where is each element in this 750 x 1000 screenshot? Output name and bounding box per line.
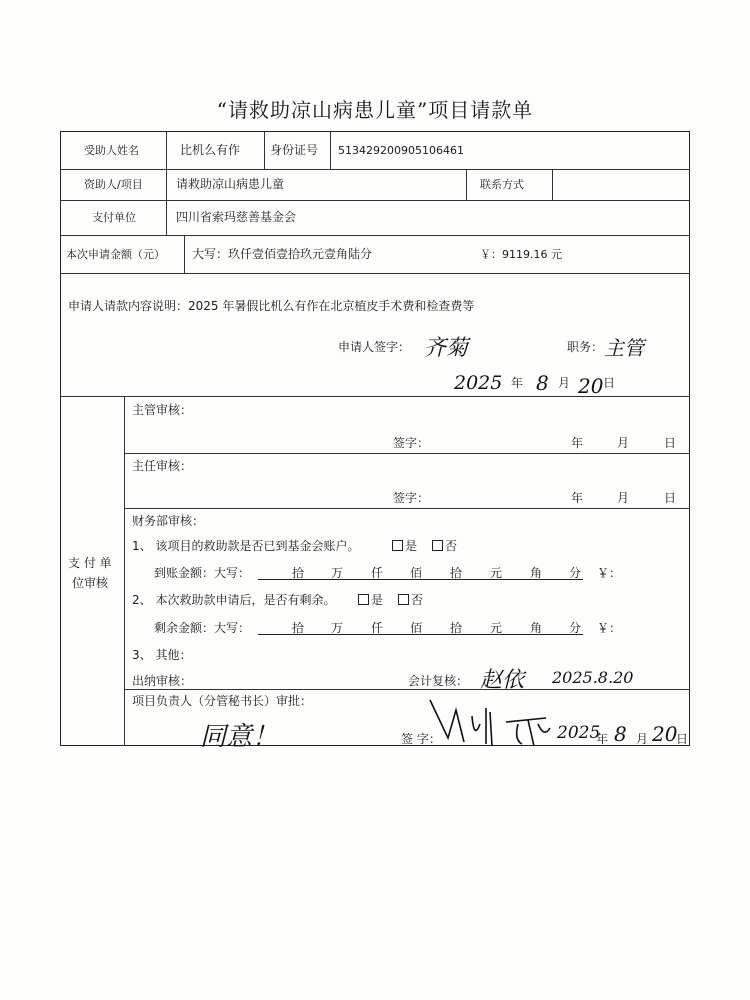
supervisor-review-label: 主管审核： [132,403,193,417]
q2-yes-checkbox[interactable] [358,593,383,607]
finance-review-label: 财务部审核： [132,514,205,528]
amount-label: 本次申请金额（元） [66,248,165,261]
arrived-unit: 万 [331,566,344,580]
col-divider [552,169,553,200]
remain-unit: 万 [331,621,344,635]
project-lead-sign-label: 签 字： [401,732,441,746]
position-value: 主管 [604,336,644,360]
director-review-label: 主任审核： [132,459,193,473]
remain-unit: 拾 [450,621,463,635]
remain-unit: 拾 [292,621,305,635]
remain-unit: 仟 [371,621,384,635]
q2-no-checkbox[interactable] [398,593,423,607]
project-lead-label: 项目负责人（分管秘书长）审批： [132,694,313,708]
project-lead-date-month: 8 [614,722,627,746]
director-year: 年 [571,491,584,505]
supervisor-sign-label: 签字： [393,436,430,450]
payer-name: 四川省索玛慈善基金会 [176,210,297,224]
q1-yes-label: 是 [405,539,418,553]
finance-q3: 3、 其他： [132,648,192,662]
finance-q1: 1、 该项目的救助款是否已到基金会账户。 [132,539,360,553]
request-date-month: 8 [536,371,549,395]
year-char: 年 [596,732,609,746]
arrived-yen: ￥： [597,566,622,580]
project-lead-approval: 同意！ [200,722,279,752]
page-title: “请救助凉山病患儿童”项目请款单 [216,98,534,122]
payer-label: 支付单位 [92,211,136,224]
cashier-review-label: 出纳审核： [132,674,193,688]
col-divider [184,235,185,273]
supervisor-day: 日 [664,436,677,450]
payer-review-label-line1: 支 付 单 [68,556,112,570]
month-char: 月 [636,732,649,746]
q2-no-label: 否 [411,593,424,607]
request-date-year: 2025 [454,372,503,394]
row-divider [124,508,690,509]
row-divider [60,273,690,274]
project-label: 资助人/项目 [84,178,143,191]
col-divider [264,131,265,169]
remain-unit: 角 [530,621,543,635]
q1-no-checkbox[interactable] [432,539,457,553]
day-char: 日 [676,732,689,746]
row-divider [124,689,690,690]
col-divider [466,169,467,200]
col-divider [124,396,125,746]
col-divider [330,131,331,169]
request-description: 申请人请款内容说明：2025 年暑假比机么有作在北京植皮手术费和检查费等 [68,299,475,313]
arrived-unit: 分 [569,566,582,580]
col-divider [166,131,167,169]
row-divider [60,169,690,170]
project-lead-date-day: 20 [652,722,678,746]
project-name: 请救助凉山病患儿童 [176,177,285,191]
year-char: 年 [511,376,524,390]
contact-label: 联系方式 [480,178,524,191]
project-lead-date-year: 2025 [557,723,601,743]
arrived-amount-label: 到账金额：大写： [154,566,251,580]
director-month: 月 [617,491,630,505]
remain-amount-label: 剩余金额：大写： [154,621,251,635]
remain-unit: 佰 [410,621,423,635]
director-day: 日 [664,491,677,505]
q2-yes-label: 是 [371,593,384,607]
amount-figure: ￥：9119.16 元 [480,248,562,261]
arrived-unit: 仟 [371,566,384,580]
recipient-name: 比机么有作 [180,143,241,157]
month-char: 月 [558,376,571,390]
arrived-unit: 元 [490,566,503,580]
supervisor-year: 年 [571,436,584,450]
accounting-signature: 赵依 [480,668,525,693]
amount-in-words: 大写：玖仟壹佰壹拾玖元壹角陆分 [192,247,373,261]
request-date-day: 20 [578,374,604,398]
recipient-name-label: 受助人姓名 [84,144,139,157]
accounting-date: 2025.8.20 [552,668,634,687]
accounting-review-label: 会计复核： [408,674,469,688]
q1-no-label: 否 [445,539,458,553]
arrived-unit: 佰 [410,566,423,580]
applicant-signature: 齐菊 [424,336,469,361]
row-divider [124,453,690,454]
q1-yes-checkbox[interactable] [392,539,417,553]
id-number-label: 身份证号 [270,143,319,157]
remain-unit: 元 [490,621,503,635]
applicant-signature-label: 申请人签字： [338,340,411,354]
row-divider [60,200,690,201]
id-number: 513429200905106461 [338,144,464,157]
finance-q2: 2、 本次救助款申请后，是否有剩余。 [132,593,336,607]
remain-yen: ￥： [597,621,622,635]
arrived-unit: 角 [530,566,543,580]
supervisor-month: 月 [617,436,630,450]
position-label: 职务： [567,340,604,354]
day-char: 日 [603,376,616,390]
arrived-unit: 拾 [292,566,305,580]
payer-review-label-line2: 位审核 [72,576,109,590]
director-sign-label: 签字： [393,491,430,505]
remain-unit: 分 [569,621,582,635]
col-divider [166,169,167,235]
row-divider [60,235,690,236]
arrived-unit: 拾 [450,566,463,580]
